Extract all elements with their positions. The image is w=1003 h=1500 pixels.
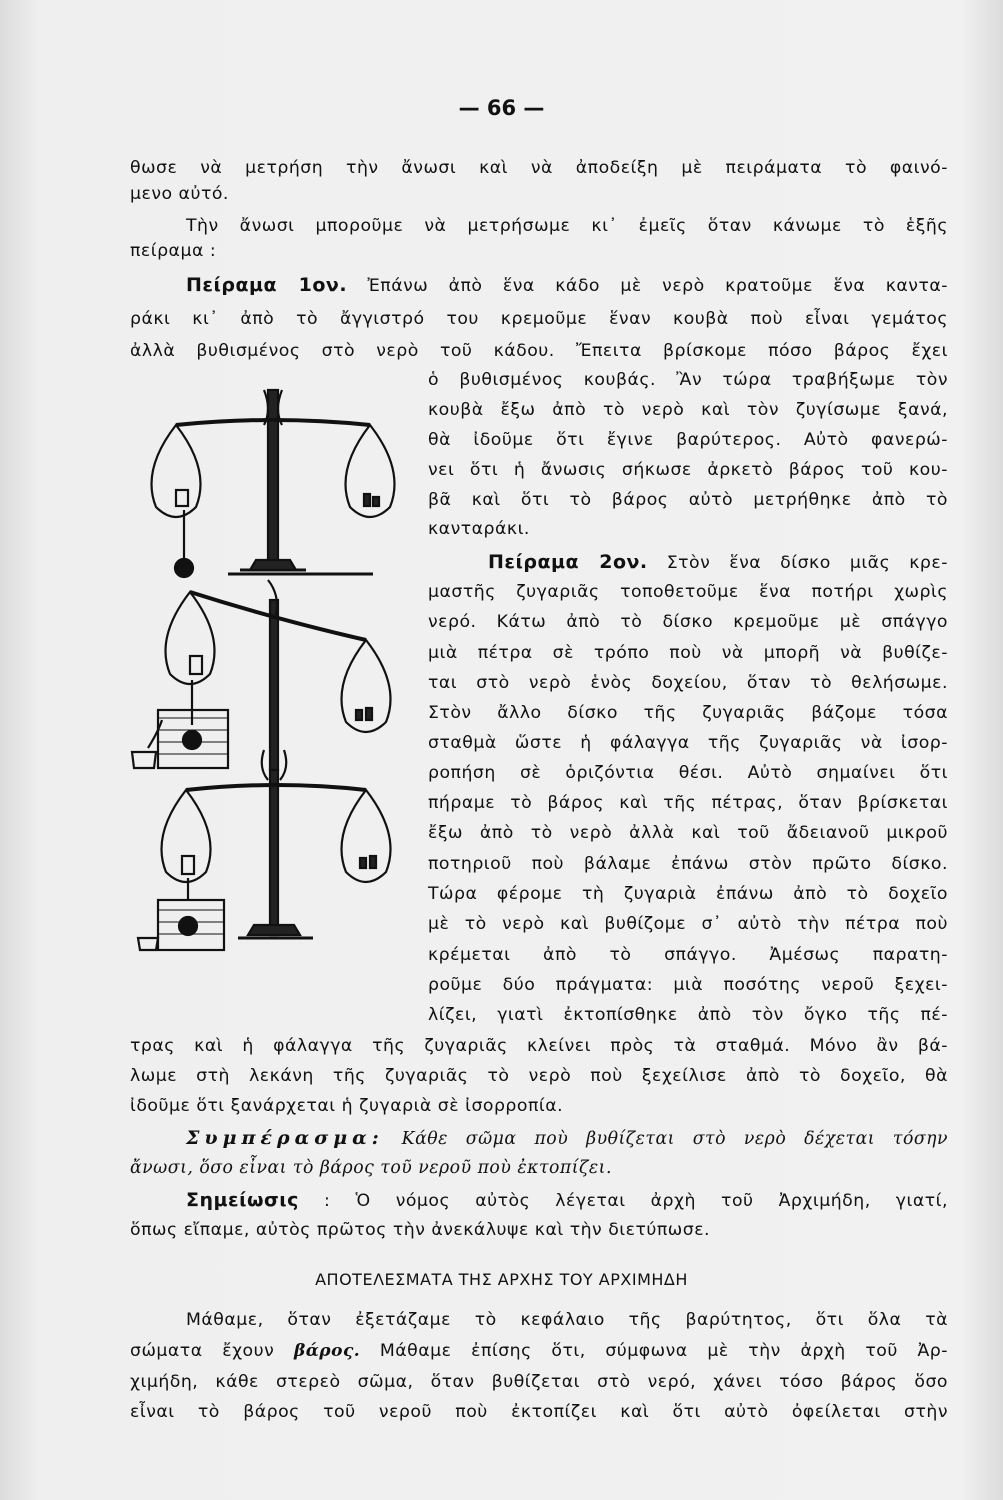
text-line: Τώρα φέρομε τὴ ζυγαριὰ ἐπάνω ἀπὸ τὸ δοχεῖο [428, 884, 948, 904]
text-line: βᾶ καὶ ὅτι τὸ βάρος αὐτὸ μετρήθηκε ἀπὸ τὸ [428, 490, 948, 510]
text-line: κουβὰ ἔξω ἀπὸ τὸ νερὸ καὶ τὸν ζυγίσωμε ξανά, [428, 400, 948, 420]
text-line: κρέμεται ἀπὸ τὸ σπάγγο. Ἀμέσως παρατη- [428, 945, 948, 965]
text-span: Ἐπάνω ἀπὸ ἕνα κάδο μὲ νερὸ κρατοῦμε ἕνα καντα- [367, 276, 948, 296]
text-line: τρας καὶ ἡ φάλαγγα τῆς ζυγαριᾶς κλείνει πρὸς τὰ σταθμά. Μόνο ἂν βά- [130, 1036, 948, 1056]
text-line: ράκι κι᾽ ἀπὸ τὸ ἄγγιστρό του κρεμοῦμε ἕναν κουβὰ ποὺ εἶναι γεμάτος [130, 309, 948, 329]
text-line: ὁ βυθισμένος κουβάς. Ἂν τώρα τραβήξωμε τὸν [428, 370, 948, 390]
text-line: εἶναι τὸ βάρος τοῦ νεροῦ ποὺ ἐκτοπίζει καὶ ὅτι αὐτὸ ὀφείλεται στὴν [130, 1402, 948, 1422]
results-line-2 [130, 1338, 948, 1364]
text-line: πήραμε τὸ βάρος καὶ τῆς πέτρας, ὅταν βρίσκεται [428, 793, 948, 813]
text-line: μενο αὐτό. [130, 184, 229, 204]
text-line: ποτηριοῦ ποὺ βάλαμε ἐπάνω στὸν πρῶτο δίσκο. [428, 854, 948, 874]
text-line: νει ὅτι ἡ ἄνωσις σήκωσε ἀρκετὸ βάρος τοῦ κου- [428, 460, 948, 480]
conclusion-label: Συμπέρασμα: [186, 1127, 384, 1149]
emphasis-weight: βάρος. [293, 1341, 361, 1361]
text-line: μαστῆς ζυγαριᾶς τοποθετοῦμε ἕνα ποτήρι χωρὶς [428, 582, 948, 602]
text-line: λωμε στὴ λεκάνη τῆς ζυγαριᾶς τὸ νερὸ ποὺ ξεχείλισε ἀπὸ τὸ δοχεῖο, θὰ [130, 1066, 948, 1086]
text-line: Μάθαμε, ὅταν ἐξετάζαμε τὸ κεφάλαιο τῆς βαρύτητος, ὅτι ὅλα τὰ [186, 1310, 948, 1330]
scale-figure-3 [138, 750, 391, 950]
text-span: Κάθε σῶμα ποὺ βυθίζεται στὸ νερὸ δέχεται τόσην [401, 1129, 948, 1149]
note-label: Σημείωσις [186, 1189, 299, 1211]
text-line: κανταράκι. [428, 519, 530, 539]
experiment-1-label: Πείραμα 1ον. [186, 274, 348, 296]
page-number: — 66 — [458, 96, 545, 120]
text-span: σώματα ἔχουν [130, 1341, 275, 1361]
experiment-2-label: Πείραμα 2ον. [488, 551, 648, 573]
text-line: νερό. Κάτω ἀπὸ τὸ δίσκο κρεμοῦμε μὲ σπάγγο [428, 612, 948, 632]
text-span: Στὸν ἕνα δίσκο μιᾶς κρε- [666, 553, 948, 573]
text-line: θὰ ἰδοῦμε ὅτι ἔγινε βαρύτερος. Αὐτὸ φανερώ- [428, 430, 948, 450]
text-line: πείραμα : [130, 241, 217, 261]
scale-figure-2 [132, 580, 391, 770]
text-line: ὅπως εἴπαμε, αὐτὸς πρῶτος τὴν ἀνεκάλυψε καὶ τὴν διετύπωσε. [130, 1220, 711, 1240]
text-line: ἄνωσι, ὅσο εἶναι τὸ βάρος τοῦ νεροῦ ποὺ ἐκτοπίζει. [130, 1158, 612, 1178]
section-heading: ΑΠΟΤΕΛΕΣΜΑΤΑ ΤΗΣ ΑΡΧΗΣ ΤΟΥ ΑΡΧΙΜΗΔΗ [315, 1270, 688, 1289]
experiment-1-first-line [186, 272, 948, 299]
scale-figure-1 [152, 390, 395, 577]
text-line: ἰδοῦμε ὅτι ξανάρχεται ἡ ζυγαριὰ σὲ ἰσορροπία. [130, 1096, 564, 1116]
text-line: λίζει, γιατὶ ἐκτοπίσθηκε ἀπὸ τὸν ὄγκο τῆς πέ- [428, 1005, 948, 1025]
text-line: Στὸν ἄλλο δίσκο τῆς ζυγαριᾶς βάζομε τόσα [428, 703, 948, 723]
note-first-line [186, 1187, 948, 1214]
text-line: χιμήδη, κάθε στερεὸ σῶμα, ὅταν βυθίζεται στὸ νερό, χάνει τόσο βάρος ὅσο [130, 1372, 948, 1392]
text-line: ροῦμε δύο πράγματα: μιὰ ποσότης νεροῦ ξεχει- [428, 975, 948, 995]
text-line: μιὰ πέτρα σὲ τρόπο ποὺ νὰ μπορῆ νὰ βυθίζε- [428, 643, 948, 663]
text-span: : Ὁ νόμος αὐτὸς λέγεται ἀρχὴ τοῦ Ἀρχιμήδη, γιατί, [324, 1191, 948, 1211]
text-line: ροπήση σὲ ὁριζόντια θέσι. Αὐτὸ σημαίνει ὅτι [428, 763, 948, 783]
conclusion-first-line [186, 1125, 948, 1152]
text-line: σταθμὰ ὥστε ἡ φάλαγγα τῆς ζυγαριᾶς νὰ ἰσορ- [428, 733, 948, 753]
text-line: ἀλλὰ βυθισμένος στὸ νερὸ τοῦ κάδου. Ἔπειτα βρίσκομε πόσο βάρος ἔχει [130, 341, 948, 361]
text-span: Μάθαμε ἐπίσης ὅτι, σύμφωνα μὲ τὴν ἀρχὴ τοῦ Ἀρ- [379, 1341, 949, 1361]
text-line: μὲ τὸ νερὸ καὶ βυθίζομε σ᾽ αὐτὸ τὴν πέτρα ποὺ [428, 914, 948, 934]
text-line: θωσε νὰ μετρήση τὴν ἄνωσι καὶ νὰ ἀποδείξη μὲ πειράματα τὸ φαινό- [130, 158, 948, 178]
text-line: ἔξω ἀπὸ τὸ νερὸ ἀλλὰ καὶ τοῦ ἄδειανοῦ μικροῦ [428, 823, 948, 843]
text-line: ται στὸ νερὸ ἑνὸς δοχείου, ὅταν τὸ θελήσωμε. [428, 673, 948, 693]
text-line: Τὴν ἄνωσι μποροῦμε νὰ μετρήσωμε κι᾽ ἐμεῖς ὅταν κάνωμε τὸ ἑξῆς [186, 216, 948, 236]
experiment-2-first-line [488, 549, 948, 576]
balance-scale-illustrations [128, 380, 408, 980]
